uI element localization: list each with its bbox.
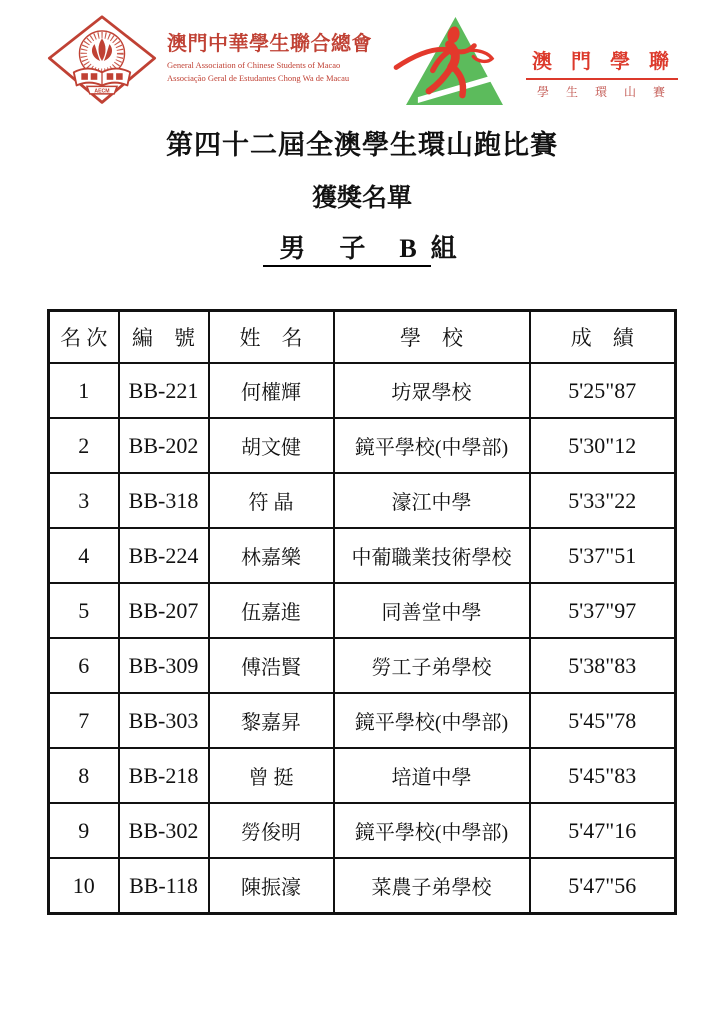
right-event-logo bbox=[392, 14, 678, 108]
bib-cell: BB-118 bbox=[119, 858, 209, 914]
time-cell: 5'38"83 bbox=[530, 638, 676, 693]
rank-cell: 10 bbox=[49, 858, 119, 914]
awards-list-title: 獲獎名單 bbox=[311, 185, 412, 212]
name-cell: 符 晶 bbox=[209, 473, 334, 528]
bib-cell: BB-221 bbox=[119, 363, 209, 418]
svg-text:AECM: AECM bbox=[94, 88, 110, 95]
table-row bbox=[49, 858, 676, 914]
time-cell: 5'37"97 bbox=[530, 583, 676, 638]
rank-cell: 6 bbox=[49, 638, 119, 693]
name-cell: 伍嘉進 bbox=[209, 583, 334, 638]
group-title bbox=[0, 228, 724, 265]
name-cell: 勞俊明 bbox=[209, 803, 334, 858]
time-cell: 5'33"22 bbox=[530, 473, 676, 528]
header-bib: 編 號 bbox=[119, 311, 209, 364]
name-cell: 何權輝 bbox=[209, 363, 334, 418]
rank-cell: 4 bbox=[49, 528, 119, 583]
rank-cell: 3 bbox=[49, 473, 119, 528]
group-title-underlined: 男 子 B bbox=[263, 234, 430, 267]
rank-cell: 2 bbox=[49, 418, 119, 473]
table-header-row bbox=[49, 311, 676, 364]
org-name-english: General Association of Chinese Students of Macao bbox=[167, 60, 341, 70]
time-cell: 5'30"12 bbox=[530, 418, 676, 473]
table-row bbox=[49, 418, 676, 473]
org-name-chinese: 澳門中華學生聯合總會 bbox=[167, 33, 372, 55]
school-cell: 菜農子弟學校 bbox=[334, 858, 530, 914]
left-org-text bbox=[167, 27, 372, 108]
time-cell: 5'47"16 bbox=[530, 803, 676, 858]
header-school: 學 校 bbox=[334, 311, 530, 364]
title-block bbox=[0, 123, 724, 265]
right-event-text bbox=[526, 45, 678, 108]
competition-title: 第四十二屆全澳學生環山跑比賽 bbox=[166, 130, 558, 160]
name-cell: 林嘉樂 bbox=[209, 528, 334, 583]
time-cell: 5'45"78 bbox=[530, 693, 676, 748]
header-rank: 名 次 bbox=[49, 311, 119, 364]
rank-cell: 9 bbox=[49, 803, 119, 858]
school-cell: 坊眾學校 bbox=[334, 363, 530, 418]
school-cell: 鏡平學校(中學部) bbox=[334, 693, 530, 748]
time-cell: 5'47"56 bbox=[530, 858, 676, 914]
bib-cell: BB-202 bbox=[119, 418, 209, 473]
table-row bbox=[49, 803, 676, 858]
page-header bbox=[0, 0, 724, 108]
table-row bbox=[49, 583, 676, 638]
school-cell: 鏡平學校(中學部) bbox=[334, 803, 530, 858]
group-title-suffix: 組 bbox=[430, 234, 461, 263]
results-table bbox=[47, 309, 677, 915]
event-race-name: 學 生 環 山 賽 bbox=[536, 85, 672, 99]
name-cell: 胡文健 bbox=[209, 418, 334, 473]
name-cell: 黎嘉昇 bbox=[209, 693, 334, 748]
org-name-portuguese: Associação Geral de Estudantes Chong Wa de Macau bbox=[167, 73, 350, 83]
bib-cell: BB-318 bbox=[119, 473, 209, 528]
bib-cell: BB-309 bbox=[119, 638, 209, 693]
school-cell: 鏡平學校(中學部) bbox=[334, 418, 530, 473]
header-time: 成 績 bbox=[530, 311, 676, 364]
table-row bbox=[49, 748, 676, 803]
time-cell: 5'25"87 bbox=[530, 363, 676, 418]
event-org-name: 澳 門 學 聯 bbox=[526, 45, 678, 80]
aecm-diamond-emblem-icon bbox=[44, 14, 160, 108]
bib-cell: BB-207 bbox=[119, 583, 209, 638]
table-row bbox=[49, 473, 676, 528]
left-org-logo bbox=[44, 14, 372, 108]
table-row bbox=[49, 638, 676, 693]
table-row bbox=[49, 693, 676, 748]
bib-cell: BB-224 bbox=[119, 528, 209, 583]
rank-cell: 1 bbox=[49, 363, 119, 418]
bib-cell: BB-218 bbox=[119, 748, 209, 803]
school-cell: 培道中學 bbox=[334, 748, 530, 803]
rank-cell: 5 bbox=[49, 583, 119, 638]
header-name: 姓 名 bbox=[209, 311, 334, 364]
name-cell: 曾 挺 bbox=[209, 748, 334, 803]
rank-cell: 7 bbox=[49, 693, 119, 748]
rank-cell: 8 bbox=[49, 748, 119, 803]
school-cell: 同善堂中學 bbox=[334, 583, 530, 638]
bib-cell: BB-302 bbox=[119, 803, 209, 858]
name-cell: 陳振濠 bbox=[209, 858, 334, 914]
school-cell: 勞工子弟學校 bbox=[334, 638, 530, 693]
bib-cell: BB-303 bbox=[119, 693, 209, 748]
table-row bbox=[49, 363, 676, 418]
school-cell: 中葡職業技術學校 bbox=[334, 528, 530, 583]
time-cell: 5'45"83 bbox=[530, 748, 676, 803]
table-row bbox=[49, 528, 676, 583]
name-cell: 傅浩賢 bbox=[209, 638, 334, 693]
time-cell: 5'37"51 bbox=[530, 528, 676, 583]
green-triangle-runner-icon bbox=[392, 14, 516, 108]
school-cell: 濠江中學 bbox=[334, 473, 530, 528]
